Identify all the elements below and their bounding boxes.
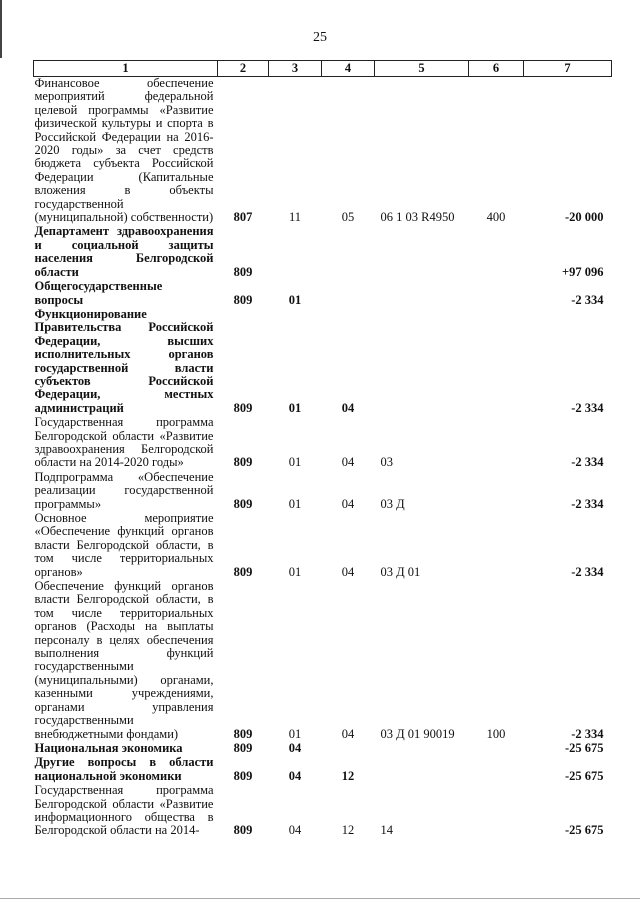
row-section: 809 (233, 496, 253, 511)
row-target-article: 14 (380, 823, 393, 838)
col-header-3: 3 (269, 61, 322, 77)
row-name: Департамент здравоохранения и социальной защиты населения Белгородской области (34, 224, 214, 279)
row-amount: -2 334 (571, 400, 604, 415)
row-subsection-b (322, 225, 375, 280)
row-subsection-a: 04 (288, 740, 302, 755)
row-expense-type (469, 512, 524, 580)
row-expense-type (469, 742, 524, 756)
col-header-5: 5 (375, 61, 469, 77)
row-expense-type (469, 225, 524, 280)
table-row (34, 77, 612, 226)
row-name: Основное мероприятие «Обеспечение функций органов власти Белгородской области, в том числе территориальных органов» (34, 511, 214, 579)
row-subsection-b: 04 (341, 726, 355, 741)
row-name: Функционирование Правительства Российской Федерации, высших исполнительных органов государственной власти субъектов Российской Федерации, местных администраций (34, 306, 214, 415)
col-header-6: 6 (469, 61, 524, 77)
row-subsection-b: 12 (341, 768, 355, 783)
row-section: 809 (233, 740, 253, 755)
row-section: 809 (233, 564, 253, 579)
row-subsection-a: 01 (288, 455, 302, 470)
row-subsection-b (322, 742, 375, 756)
row-subsection-a: 01 (288, 726, 302, 741)
table-row (34, 280, 612, 308)
row-amount: -25 675 (564, 823, 604, 838)
page-bottom-line (0, 898, 640, 899)
table-row (34, 512, 612, 580)
row-target-article (375, 308, 469, 416)
col-header-7: 7 (524, 61, 612, 77)
row-target-article: 03 (380, 455, 393, 470)
row-amount: -25 675 (564, 768, 604, 783)
row-target-article: 06 1 03 R4950 (380, 210, 455, 225)
row-subsection-b (322, 280, 375, 308)
budget-table (33, 60, 612, 839)
row-name: Другие вопросы в области национальной экономики (34, 755, 214, 783)
table-row (34, 416, 612, 471)
row-section: 809 (233, 726, 253, 741)
row-section: 807 (233, 210, 253, 225)
row-subsection-a: 01 (288, 496, 302, 511)
row-subsection-a (269, 225, 322, 280)
col-header-2: 2 (218, 61, 269, 77)
row-subsection-b: 04 (341, 400, 355, 415)
row-name: Обеспечение функций органов власти Белгородской области, в том числе территориальных органов (Расходы на выплаты персоналу в целях обеспечения выполнения функций государственными (муниципальными) органами, казенными учреждениями, органами управления государственными внебюджетными фондами) (34, 579, 214, 741)
table-header-row (34, 61, 612, 77)
row-name: Государственная программа Белгородской области «Развитие информационного общества в Белгородской области на 2014- (34, 783, 214, 838)
row-section: 809 (233, 455, 253, 470)
row-name: Государственная программа Белгородской области «Развитие здравоохранения Белгородской области на 2014-2020 годы» (34, 415, 214, 470)
row-expense-type (469, 471, 524, 512)
row-expense-type (469, 280, 524, 308)
row-amount: -2 334 (571, 564, 604, 579)
row-amount: -2 334 (571, 455, 604, 470)
row-target-article (375, 742, 469, 756)
row-subsection-a: 01 (288, 564, 302, 579)
row-expense-type (469, 756, 524, 784)
page-number: 25 (313, 30, 327, 45)
row-expense-type: 400 (486, 210, 506, 225)
row-subsection-b: 04 (341, 455, 355, 470)
row-name: Национальная экономика (34, 740, 183, 755)
row-amount: -25 675 (564, 740, 604, 755)
page-edge-line (0, 0, 2, 58)
row-target-article (375, 280, 469, 308)
row-expense-type (469, 416, 524, 471)
row-expense-type: 100 (486, 726, 506, 741)
row-section: 809 (233, 823, 253, 838)
table-row (34, 308, 612, 416)
row-name: Подпрограмма «Обеспечение реализации государственной программы» (34, 469, 214, 511)
row-subsection-b: 05 (341, 210, 355, 225)
row-section: 809 (233, 292, 253, 307)
row-subsection-a: 01 (288, 400, 302, 415)
row-target-article (375, 756, 469, 784)
row-subsection-a: 11 (288, 210, 302, 225)
table-row (34, 784, 612, 839)
row-target-article: 03 Д 01 (380, 564, 421, 579)
row-subsection-a: 04 (288, 768, 302, 783)
col-header-4: 4 (322, 61, 375, 77)
row-subsection-a: 04 (288, 823, 302, 838)
row-expense-type (469, 308, 524, 416)
row-amount: -2 334 (571, 726, 604, 741)
row-section: 809 (233, 264, 253, 279)
table-row (34, 756, 612, 784)
row-subsection-b: 12 (341, 823, 355, 838)
row-subsection-b: 04 (341, 564, 355, 579)
row-section: 809 (233, 768, 253, 783)
row-amount: +97 096 (562, 264, 604, 279)
row-target-article: 03 Д 01 90019 (380, 726, 455, 741)
row-subsection-b: 04 (341, 496, 355, 511)
row-name: Финансовое обеспечение мероприятий федеральной целевой программы «Развитие физической культуры и спорта в Российской Федерации на 2016-2020 годы» за счет средств бюджета субъекта Российской Федерации (Капитальные вложения в объекты государственной (муниципальной) собственности) (34, 76, 214, 225)
row-subsection-a: 01 (288, 292, 302, 307)
table-row (34, 580, 612, 742)
row-section: 809 (233, 400, 253, 415)
row-amount: -2 334 (571, 496, 604, 511)
row-target-article: 03 Д (380, 496, 405, 511)
row-expense-type (469, 784, 524, 839)
table-row (34, 742, 612, 756)
col-header-1: 1 (34, 61, 218, 77)
row-amount: -20 000 (564, 210, 604, 225)
row-target-article (375, 225, 469, 280)
table-row (34, 471, 612, 512)
row-name: Общегосударственные вопросы (34, 279, 163, 307)
table-row (34, 225, 612, 280)
row-amount: -2 334 (571, 292, 604, 307)
